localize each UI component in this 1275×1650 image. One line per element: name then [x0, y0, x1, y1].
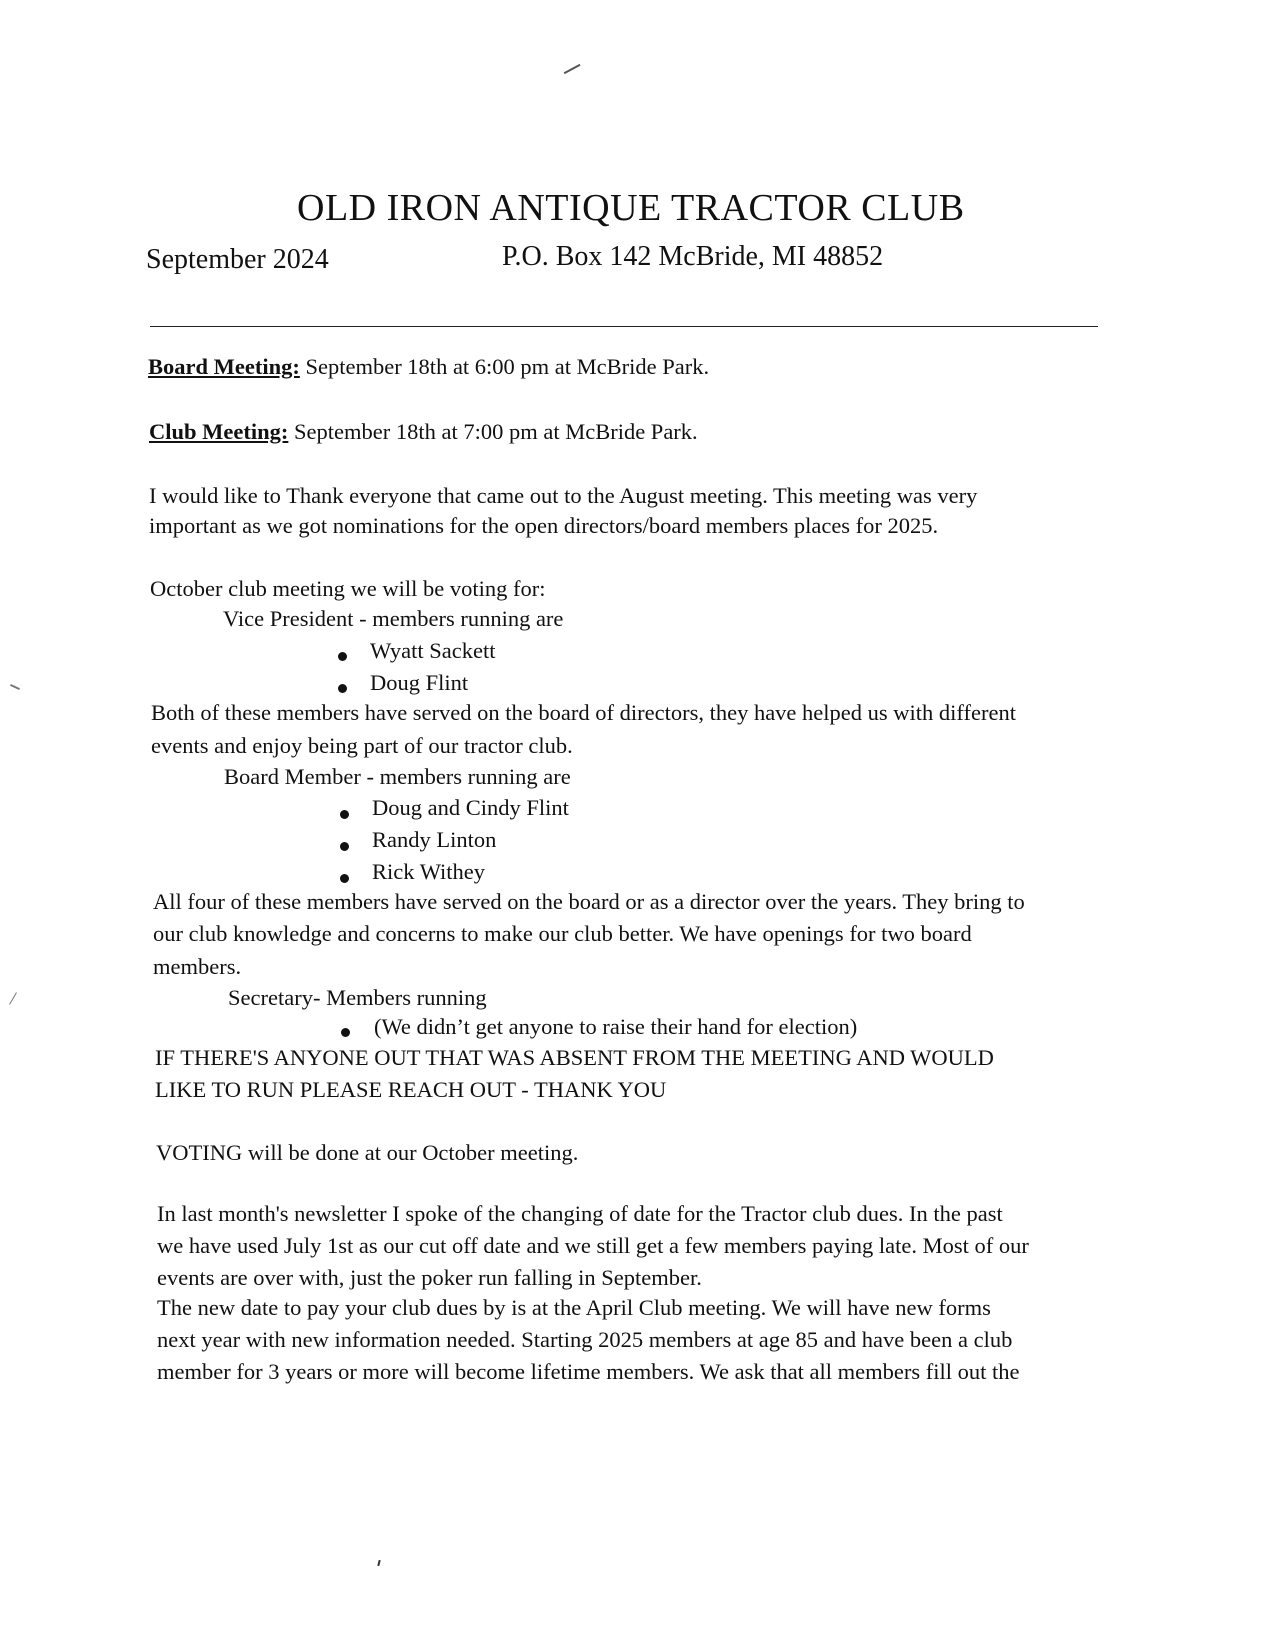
- club-meeting-line: [149, 419, 698, 445]
- newsletter-title: OLD IRON ANTIQUE TRACTOR CLUB: [297, 187, 965, 229]
- dues-line: member for 3 years or more will become lifetime members. We ask that all members fill out the: [157, 1359, 1020, 1384]
- scan-mark: [9, 992, 17, 1005]
- candidate-item: (We didn’t get anyone to raise their hand for election): [374, 1014, 858, 1039]
- dues-line: next year with new information needed. Starting 2025 members at age 85 and have been a club: [157, 1327, 1013, 1352]
- candidate-item: Wyatt Sackett: [370, 638, 496, 663]
- scan-mark: [377, 1560, 380, 1566]
- bullet-icon: [338, 652, 347, 661]
- dues-line: The new date to pay your club dues by is at the April Club meeting. We will have new forms: [157, 1295, 991, 1320]
- board-note-line: our club knowledge and concerns to make our club better. We have openings for two board: [153, 921, 972, 946]
- dues-line: In last month's newsletter I spoke of the changing of date for the Tractor club dues. In the past: [157, 1201, 1003, 1226]
- candidate-item: Randy Linton: [372, 827, 497, 852]
- bullet-icon: [340, 874, 349, 883]
- issue-date: September 2024: [146, 244, 329, 275]
- scan-mark: [10, 684, 20, 690]
- header-divider: [150, 326, 1098, 327]
- vp-label: Vice President - members running are: [223, 606, 564, 631]
- absent-notice-line: IF THERE'S ANYONE OUT THAT WAS ABSENT FROM THE MEETING AND WOULD: [155, 1045, 994, 1070]
- board-meeting-line: [148, 354, 709, 380]
- bullet-icon: [340, 842, 349, 851]
- secretary-label: Secretary- Members running: [228, 985, 487, 1010]
- voting-note: VOTING will be done at our October meeting.: [156, 1140, 579, 1165]
- scan-mark: [564, 64, 581, 74]
- board-note-line: All four of these members have served on the board or as a director over the years. They bring to: [153, 889, 1025, 914]
- absent-notice-line: LIKE TO RUN PLEASE REACH OUT - THANK YOU: [155, 1077, 667, 1102]
- bullet-icon: [338, 684, 347, 693]
- mailing-address: P.O. Box 142 McBride, MI 48852: [502, 241, 884, 272]
- bullet-icon: [341, 1028, 350, 1037]
- intro-line: important as we got nominations for the open directors/board members places for 2025.: [149, 513, 939, 538]
- candidate-item: Doug Flint: [370, 670, 469, 695]
- vp-note-line: events and enjoy being part of our tractor club.: [151, 733, 573, 758]
- bullet-icon: [340, 810, 349, 819]
- board-meeting-text: September 18th at 6:00 pm at McBride Park.: [299, 354, 710, 379]
- board-member-label: Board Member - members running are: [224, 764, 571, 789]
- vp-note-line: Both of these members have served on the board of directors, they have helped us with different: [151, 700, 1016, 725]
- board-note-line: members.: [153, 954, 242, 979]
- dues-line: events are over with, just the poker run falling in September.: [157, 1265, 702, 1290]
- candidate-item: Doug and Cindy Flint: [372, 795, 569, 820]
- dues-line: we have used July 1st as our cut off date and we still get a few members paying late. Most of our: [157, 1233, 1029, 1258]
- candidate-item: Rick Withey: [372, 859, 486, 884]
- club-meeting-label: Club Meeting:: [149, 419, 289, 444]
- voting-heading: October club meeting we will be voting for:: [150, 576, 546, 601]
- club-meeting-text: September 18th at 7:00 pm at McBride Park.: [288, 419, 698, 444]
- intro-line: I would like to Thank everyone that came out to the August meeting. This meeting was very: [149, 483, 978, 508]
- board-meeting-label: Board Meeting:: [148, 354, 300, 379]
